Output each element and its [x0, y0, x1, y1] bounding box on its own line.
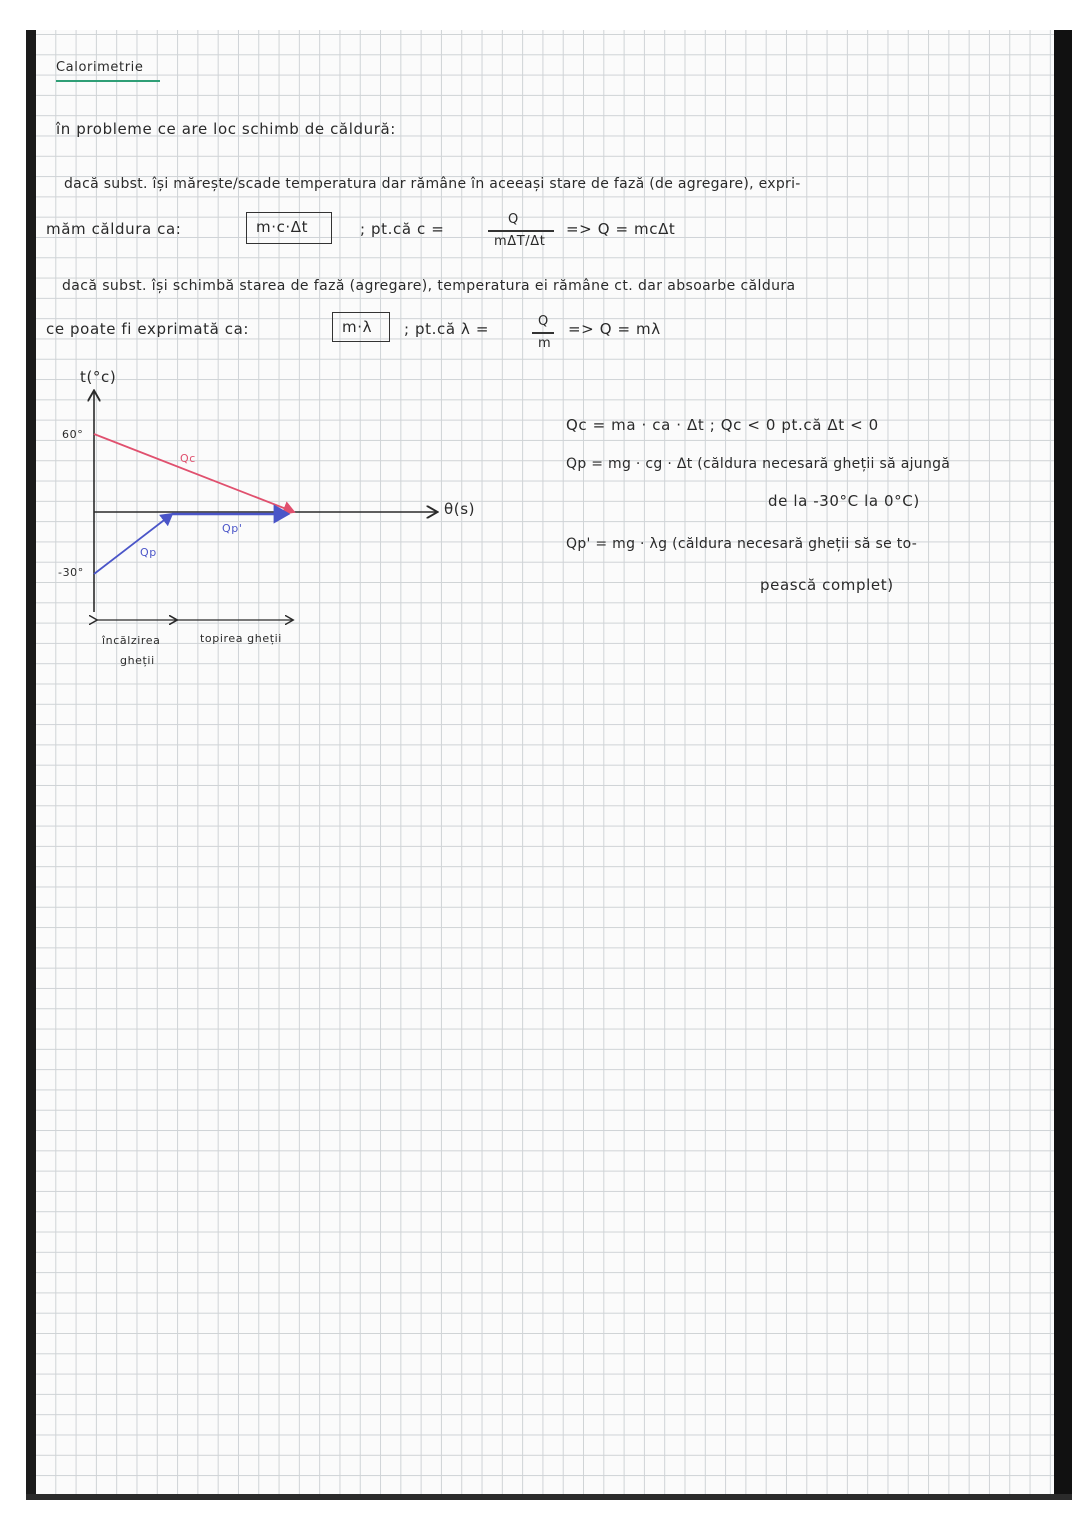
x-axis-label: θ(s)	[444, 500, 476, 518]
case2-line1: dacă subst. își schimbă starea de fază (agregare), temperatura ei rămâne ct. dar absoarbe căldura	[62, 278, 796, 294]
intro-text: în probleme ce are loc schimb de căldură:	[56, 120, 396, 138]
case1-frac-numerator: Q	[508, 212, 519, 227]
case2-boxed-formula: m·λ	[342, 318, 373, 336]
tick-60: 60°	[62, 428, 84, 441]
case1-result: => Q = mcΔt	[566, 220, 676, 238]
qp-line	[94, 514, 172, 574]
case1-reason: ; pt.că c =	[360, 220, 445, 238]
span2-label: topirea gheții	[200, 632, 282, 645]
case1-frac-denominator: mΔT/Δt	[494, 234, 546, 249]
case2-frac-denominator: m	[538, 336, 552, 351]
qp-label: Qp	[140, 546, 157, 559]
span1-label-2: gheții	[120, 654, 155, 667]
case1-boxed-formula: m·c·Δt	[256, 218, 309, 236]
formula-qp-prime: Qp' = mg · λg (căldura necesară gheții să se to-	[566, 536, 918, 552]
formula-qp-cont: de la -30°C la 0°C)	[768, 492, 920, 510]
case2-frac-numerator: Q	[538, 314, 549, 329]
qc-label: Qc	[180, 452, 196, 465]
page-title: Calorimetrie	[56, 60, 144, 75]
qp-prime-label: Qp'	[222, 522, 243, 535]
formula-qc: Qc = ma · ca · Δt ; Qc < 0 pt.că Δt < 0	[566, 416, 879, 434]
case2-result: => Q = mλ	[568, 320, 661, 338]
span1-label: încălzirea	[102, 634, 161, 647]
case1-lead: măm căldura ca:	[46, 220, 182, 238]
y-axis-label: t(°c)	[80, 368, 117, 386]
case2-reason: ; pt.că λ =	[404, 320, 490, 338]
formula-qp-prime-cont: pească complet)	[760, 576, 894, 594]
case1-line1: dacă subst. își mărește/scade temperatura dar rămâne în aceeași stare de fază (de agregare), expri-	[64, 176, 801, 192]
qc-line	[94, 434, 294, 512]
case2-lead: ce poate fi exprimată ca:	[46, 320, 250, 338]
formula-qp: Qp = mg · cg · Δt (căldura necesară gheții să ajungă	[566, 456, 951, 472]
tick-minus-30: -30°	[58, 566, 84, 579]
